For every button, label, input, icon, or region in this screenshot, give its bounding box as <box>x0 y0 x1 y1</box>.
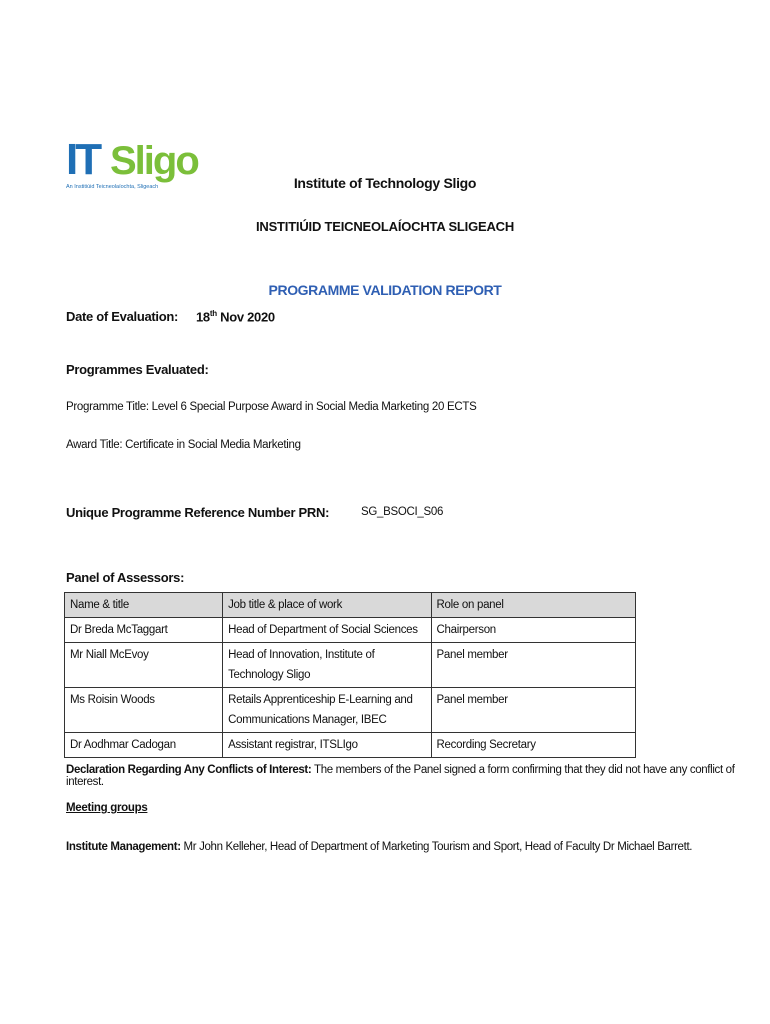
programme-title: Programme Title: Level 6 Special Purpose Award in Social Media Marketing 20 ECTS <box>66 401 477 413</box>
programmes-heading: Programmes Evaluated: <box>66 362 209 377</box>
table-row <box>65 688 636 733</box>
report-title: PROGRAMME VALIDATION REPORT <box>268 282 502 298</box>
management-text: Mr John Kelleher, Head of Department of Marketing Tourism and Sport, Head of Faculty Dr Michael Barrett. <box>180 841 693 853</box>
institute-name: Institute of Technology Sligo <box>293 175 477 191</box>
cell-name: Dr Breda McTaggart <box>65 618 223 643</box>
cell-name: Dr Aodhmar Cadogan <box>65 733 223 758</box>
cell-job: Head of Innovation, Institute of Technology Sligo <box>223 643 431 688</box>
cell-role: Panel member <box>431 688 635 733</box>
cell-job: Head of Department of Social Sciences <box>223 618 431 643</box>
evaluation-date-label: Date of Evaluation: <box>66 309 179 324</box>
cell-role: Recording Secretary <box>431 733 635 758</box>
logo-it-text: IT <box>66 135 100 184</box>
award-title: Award Title: Certificate in Social Media Marketing <box>66 439 301 451</box>
meeting-groups-heading: Meeting groups <box>66 802 148 814</box>
table-row <box>65 643 636 688</box>
cell-role: Chairperson <box>431 618 635 643</box>
conflict-declaration <box>66 764 770 788</box>
header-role: Role on panel <box>431 593 635 618</box>
table-row <box>65 733 636 758</box>
assessors-table <box>64 592 636 758</box>
logo-tagline: An Institiúid Teicneolaíochta, Sligeach <box>66 184 159 190</box>
cell-name: Mr Niall McEvoy <box>65 643 223 688</box>
table-header-row <box>65 593 636 618</box>
declaration-label: Declaration Regarding Any Conflicts of Interest: <box>66 764 312 776</box>
cell-job: Retails Apprenticeship E-Learning and Communications Manager, IBEC <box>223 688 431 733</box>
management-label: Institute Management: <box>66 841 181 853</box>
header-name: Name & title <box>65 593 223 618</box>
cell-job: Assistant registrar, ITSLIgo <box>223 733 431 758</box>
institute-name-irish: INSTITIÚID TEICNEOLAÍOCHTA SLIGEACH <box>255 219 515 234</box>
evaluation-date-value: 18th Nov 2020 <box>196 309 275 325</box>
header-job: Job title & place of work <box>223 593 431 618</box>
panel-heading: Panel of Assessors: <box>66 570 185 585</box>
declaration-text: The members of the Panel signed a form confirming that they did not have any conflict of interest. <box>66 764 735 788</box>
cell-role: Panel member <box>431 643 635 688</box>
institute-management <box>66 841 692 853</box>
table-row <box>65 618 636 643</box>
logo-sligo-text: Sligo <box>110 139 198 183</box>
prn-value: SG_BSOCI_S06 <box>361 506 444 518</box>
prn-label: Unique Programme Reference Number PRN: <box>66 505 330 520</box>
cell-name: Ms Roisin Woods <box>65 688 223 733</box>
